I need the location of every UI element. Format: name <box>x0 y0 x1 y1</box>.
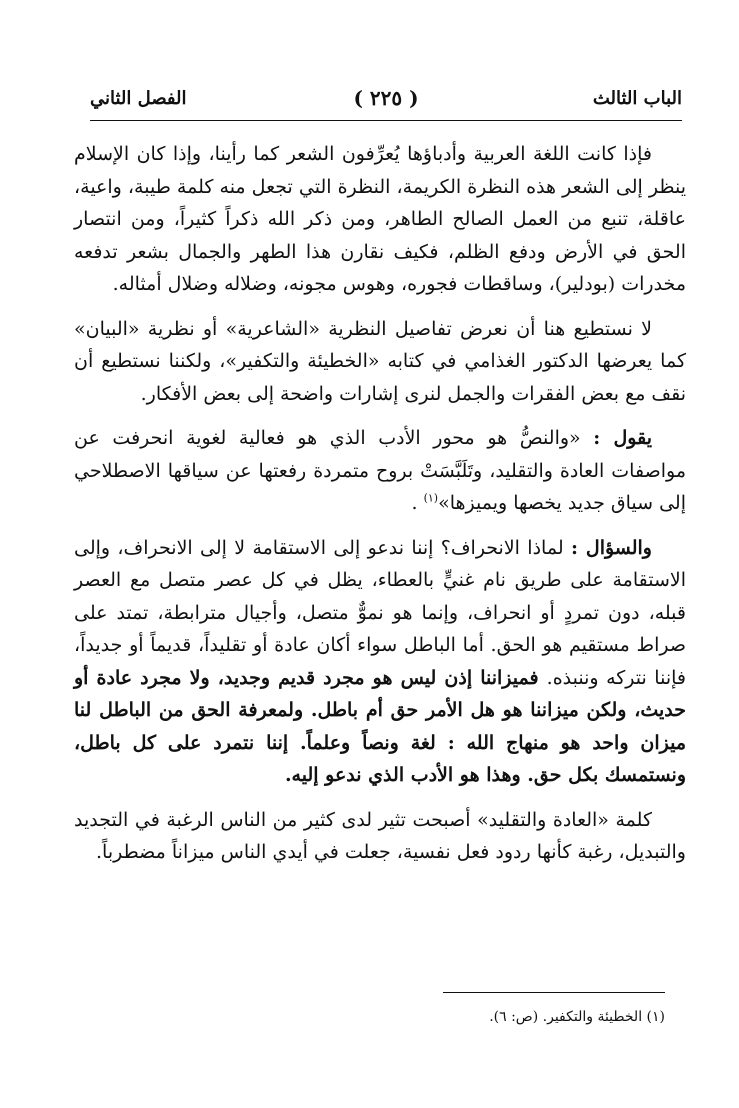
body-text <box>74 138 686 881</box>
running-header <box>90 84 682 118</box>
paragraph-2: لا نستطيع هنا أن نعرض تفاصيل النظرية «الشاعرية» أو نظرية «البيان» كما يعرضها الدكتور الغذامي في كتابه «الخطيئة والتكفير»، ولكننا نستطيع أن نقف مع بعض الفقرات والجمل لنرى إشارات واضحة إلى بعض الأفكار. <box>74 317 686 405</box>
paragraph-3-end: . <box>411 492 424 514</box>
footnote-divider <box>443 992 665 993</box>
paragraph-4-lead: والسؤال : <box>570 536 652 559</box>
section-title: الباب الثالث <box>592 88 682 109</box>
paragraph-4-body: لماذا الانحراف؟ إننا ندعو إلى الاستقامة لا إلى الانحراف، وإلى الاستقامة على طريق نام غنيٍّ بالعطاء، يظل في كل عصر متصل مع العصر قبله، دون تمردٍ أو انحراف، وإنما هو نموٌّ متصل، وأجيال مترابطة، تمتد على صراط مستقيم هو الحق. أما الباطل سواء أكان عادة أو تقليداً، قديماً أو جديداً، فإننا نتركه وننبذه. <box>74 536 686 689</box>
paragraph-5: كلمة «العادة والتقليد» أصبحت تثير لدى كثير من الناس الرغبة في التجديد والتبديل، رغبة كأنها ردود فعل نفسية، جعلت في أيدي الناس ميزاناً مضطرباً. <box>74 808 686 863</box>
chapter-title: الفصل الثاني <box>90 88 187 109</box>
footnote-reference: (١) <box>423 491 439 505</box>
paragraph-4-emphasis: فميزاننا إذن ليس هو مجرد قديم وجديد، ولا مجرد عادة أو حديث، ولكن ميزاننا هو هل الأمر حق أم باطل. ولمعرفة الحق من الباطل لنا ميزان واحد هو منهاج الله : لغة ونصاً وعلماً. إننا نتمرد على كل باطل، ونستمسك بكل حق. وهذا هو الأدب الذي ندعو إليه. <box>74 666 686 786</box>
paragraph-3-lead: يقول : <box>593 427 652 449</box>
paragraph-4 <box>74 532 686 792</box>
paragraph-3 <box>74 422 686 520</box>
paragraph-1: فإذا كانت اللغة العربية وأدباؤها يُعرِّفون الشعر كما رأينا، وإذا كان الإسلام ينظر إلى الشعر هذه النظرة الكريمة، النظرة التي تجعل منه كلمة طيبة، واعية، عاقلة، تنبع من العمل الصالح الطاهر، ومن ذكر الله ذكراً كثيراً، ومن انتصار الحق في الأرض ودفع الظلم، فكيف نقارن هذا الطهر والجمال بشعر تدفعه مخدرات (بودلير)، وساقطات فجوره، وهوس مجونه، وضلاله وضلال أمثاله. <box>74 143 686 295</box>
paragraph-3-quote: «والنصُّ هو محور الأدب الذي هو فعالية لغوية انحرفت عن مواصفات العادة والتقليد، وتَلَبَّسَتْ بروح متمردة رفعتها عن سياقها الاصطلاحي إلى سياق جديد يخصها ويميزها» <box>74 427 686 514</box>
page-number: ( ٢٢٥ ) <box>353 86 419 110</box>
header-divider <box>90 120 682 121</box>
footnote: (١) الخطيئة والتكفير. (ص: ٦). <box>489 1009 665 1025</box>
